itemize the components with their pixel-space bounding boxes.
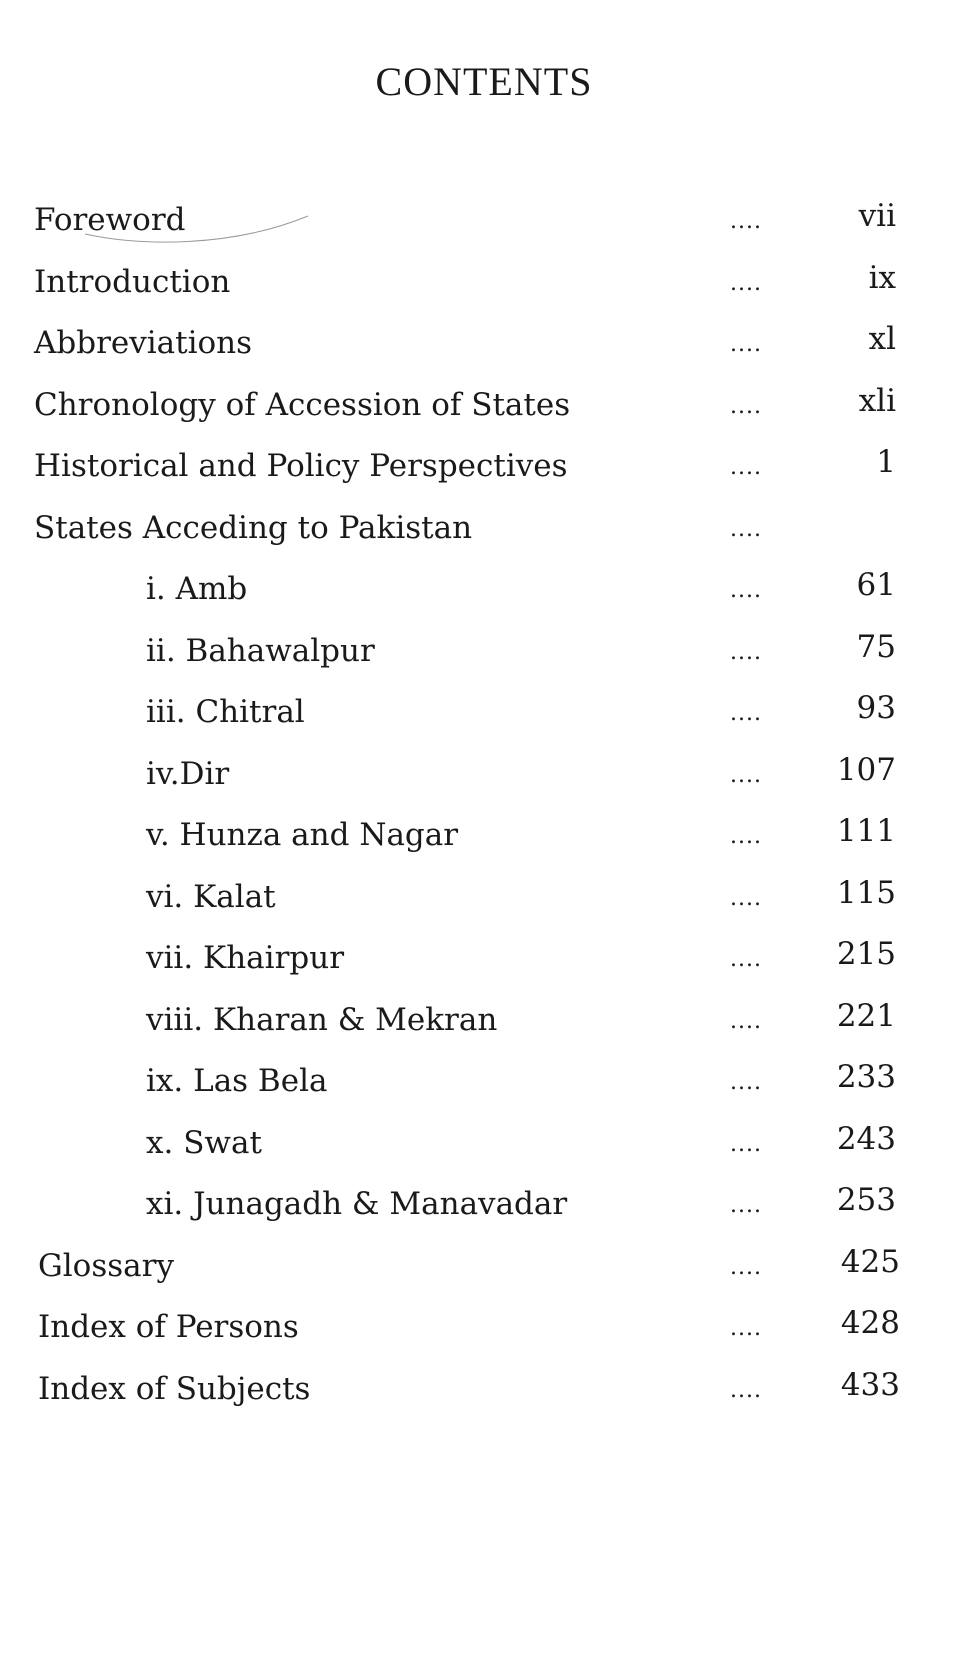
toc-entry-junagadh-manavadar[interactable] (0, 1184, 968, 1246)
toc-entry-label: x. Swat (146, 1124, 262, 1161)
toc-entry-bahawalpur[interactable] (0, 628, 968, 693)
toc-page-number: 243 (836, 1120, 896, 1157)
toc-entry-historical-perspectives[interactable] (0, 446, 968, 508)
toc-page-number: 75 (856, 628, 896, 665)
toc-entry-label: v. Hunza and Nagar (146, 817, 459, 853)
toc-page-number: 61 (856, 567, 896, 603)
toc-leader-dots: .... (730, 1254, 762, 1280)
toc-page-number: vii (858, 198, 896, 234)
toc-entry-kalat[interactable] (0, 874, 968, 939)
toc-leader-dots: .... (730, 270, 762, 296)
toc-page-number: 433 (840, 1366, 900, 1403)
toc-entry-label: iv.Dir (146, 755, 230, 792)
toc-leader-dots: .... (730, 1377, 762, 1403)
toc-page-number: xl (868, 321, 896, 357)
toc-page-number: xli (858, 382, 896, 419)
toc-entry-label: viii. Kharan & Mekran (146, 1001, 498, 1038)
toc-entry-khairpur[interactable] (0, 938, 968, 1000)
toc-page-number: 425 (840, 1243, 900, 1280)
toc-entry-kharan-mekran[interactable] (0, 997, 968, 1062)
toc-page-number: 428 (840, 1305, 900, 1341)
toc-leader-dots: .... (730, 639, 762, 665)
toc-leader-dots: .... (730, 762, 762, 788)
toc-entry-hunza-nagar[interactable] (0, 815, 968, 877)
toc-leader-dots: .... (730, 1008, 762, 1034)
toc-leader-dots: .... (730, 1193, 762, 1218)
toc-leader-dots: .... (730, 1131, 762, 1157)
toc-entry-label: Historical and Policy Perspectives (34, 448, 568, 484)
toc-page-number: 107 (836, 751, 896, 788)
toc-leader-dots: .... (730, 516, 762, 542)
toc-entry-label: Glossary (38, 1247, 174, 1284)
toc-leader-dots: .... (730, 885, 762, 911)
toc-entry-las-bela[interactable] (0, 1061, 968, 1123)
toc-entry-introduction[interactable] (0, 259, 968, 324)
toc-page-number: 221 (836, 997, 896, 1034)
toc-leader-dots: .... (730, 393, 762, 419)
toc-entry-label: Index of Persons (38, 1309, 299, 1345)
toc-entry-index-subjects[interactable] (0, 1366, 968, 1431)
toc-entry-dir[interactable] (0, 751, 968, 816)
toc-page-number: 93 (856, 690, 896, 726)
toc-page-number: 1 (876, 444, 896, 480)
toc-entry-foreword[interactable] (0, 200, 968, 262)
toc-entry-label: ii. Bahawalpur (146, 632, 375, 669)
toc-leader-dots: .... (730, 332, 762, 357)
toc-entry-label: vi. Kalat (146, 878, 276, 915)
toc-entry-label: vii. Khairpur (146, 940, 345, 976)
toc-entry-label: Foreword (34, 202, 186, 238)
toc-entry-glossary[interactable] (0, 1243, 968, 1308)
toc-entry-label: iii. Chitral (146, 694, 305, 730)
toc-page-number: 215 (836, 936, 896, 972)
toc-entry-label: Abbreviations (34, 325, 253, 361)
toc-leader-dots: .... (730, 947, 762, 972)
page-title: CONTENTS (375, 59, 593, 104)
toc-entry-label: Chronology of Accession of States (34, 386, 571, 423)
toc-page-number: 111 (836, 813, 896, 849)
toc-leader-dots: .... (730, 701, 762, 726)
toc-entry-states-acceding[interactable] (0, 508, 968, 570)
toc-page-number: 253 (836, 1182, 896, 1218)
toc-page-number: 233 (836, 1059, 896, 1095)
toc-entry-label: i. Amb (146, 571, 248, 607)
toc-entry-label: xi. Junagadh & Manavadar (146, 1186, 568, 1222)
toc-entry-chronology[interactable] (0, 382, 968, 447)
toc-entry-chitral[interactable] (0, 692, 968, 754)
toc-entry-label: Index of Subjects (38, 1370, 311, 1407)
table-of-contents (0, 200, 968, 1430)
toc-entry-label: ix. Las Bela (146, 1063, 328, 1099)
toc-leader-dots: .... (730, 1316, 762, 1341)
toc-leader-dots: .... (730, 1070, 762, 1095)
toc-entry-swat[interactable] (0, 1120, 968, 1185)
toc-page-number: 115 (836, 874, 896, 911)
toc-entry-label: Introduction (34, 263, 231, 300)
toc-entry-amb[interactable] (0, 569, 968, 631)
toc-page-number: ix (868, 259, 896, 296)
toc-leader-dots: .... (730, 578, 762, 603)
toc-leader-dots: .... (730, 824, 762, 849)
toc-leader-dots: .... (730, 209, 762, 234)
toc-entry-index-persons[interactable] (0, 1307, 968, 1369)
toc-leader-dots: .... (730, 455, 762, 480)
toc-entry-abbreviations[interactable] (0, 323, 968, 385)
toc-entry-label: States Acceding to Pakistan (34, 509, 473, 546)
